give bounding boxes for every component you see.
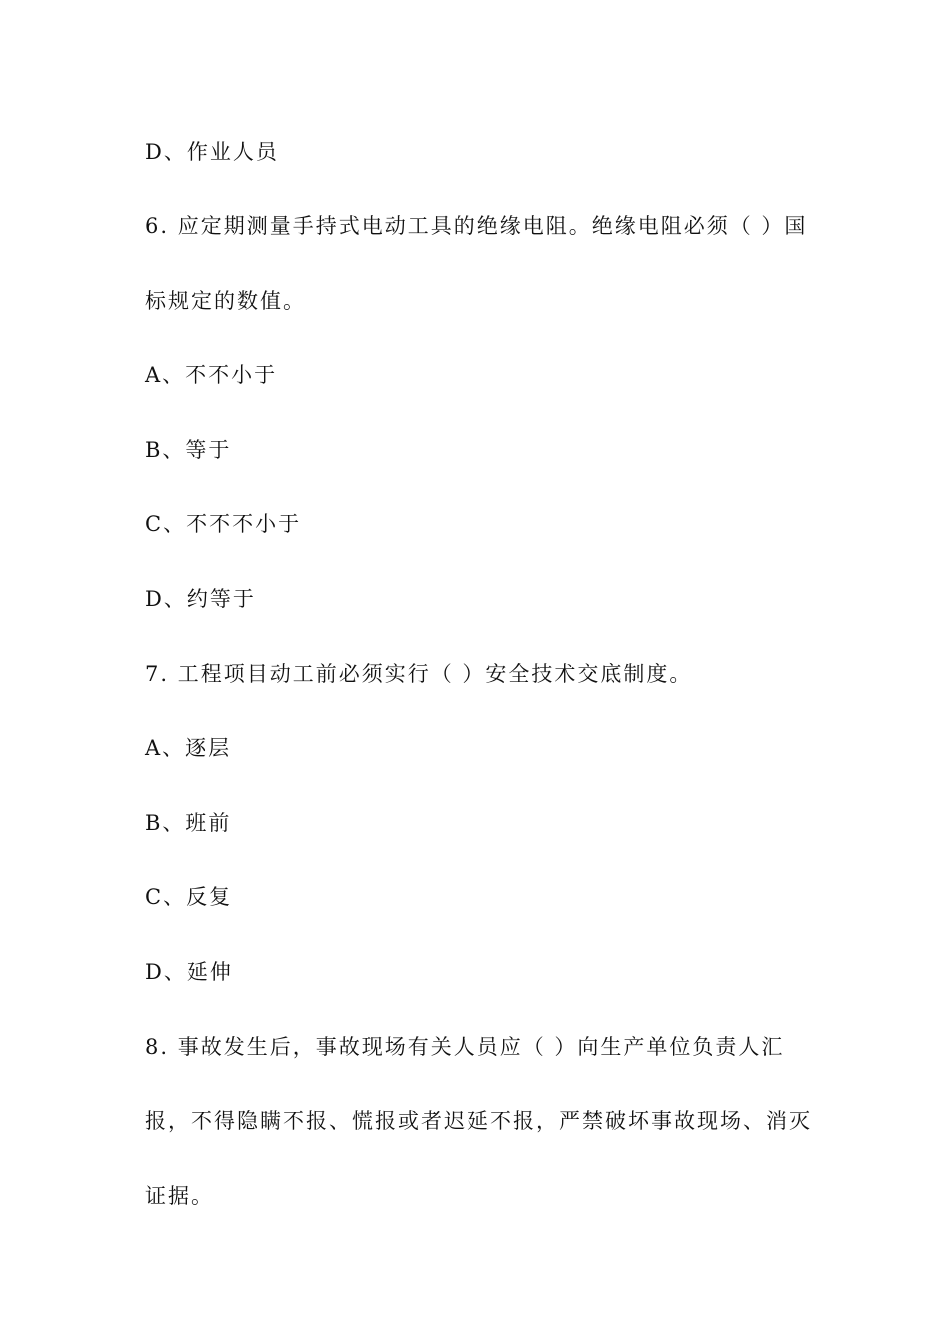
q7-option-b: B、班前	[145, 811, 232, 835]
q6-question-line-1: 6. 应定期测量手持式电动工具的绝缘电阻。绝缘电阻必须（ ）国	[145, 214, 808, 238]
q6-option-a: A、不不小于	[145, 363, 278, 387]
q8-question-line-1: 8. 事故发生后，事故现场有关人员应（ ）向生产单位负责人汇	[145, 1035, 785, 1059]
q6-option-c: C、不不不小于	[145, 512, 302, 536]
q6-option-d: D、约等于	[145, 587, 256, 611]
q8-question-line-2: 报，不得隐瞒不报、慌报或者迟延不报，严禁破坏事故现场、消灭	[145, 1109, 812, 1133]
q5-option-d: D、作业人员	[145, 140, 279, 164]
q8-question-line-3: 证据。	[145, 1184, 214, 1208]
q7-option-c: C、反复	[145, 885, 233, 909]
q7-question: 7. 工程项目动工前必须实行（ ）安全技术交底制度。	[145, 662, 693, 686]
q7-option-d: D、延伸	[145, 960, 233, 984]
q7-option-a: A、逐层	[145, 736, 232, 760]
q6-question-line-2: 标规定的数值。	[145, 289, 306, 313]
q6-option-b: B、等于	[145, 438, 232, 462]
